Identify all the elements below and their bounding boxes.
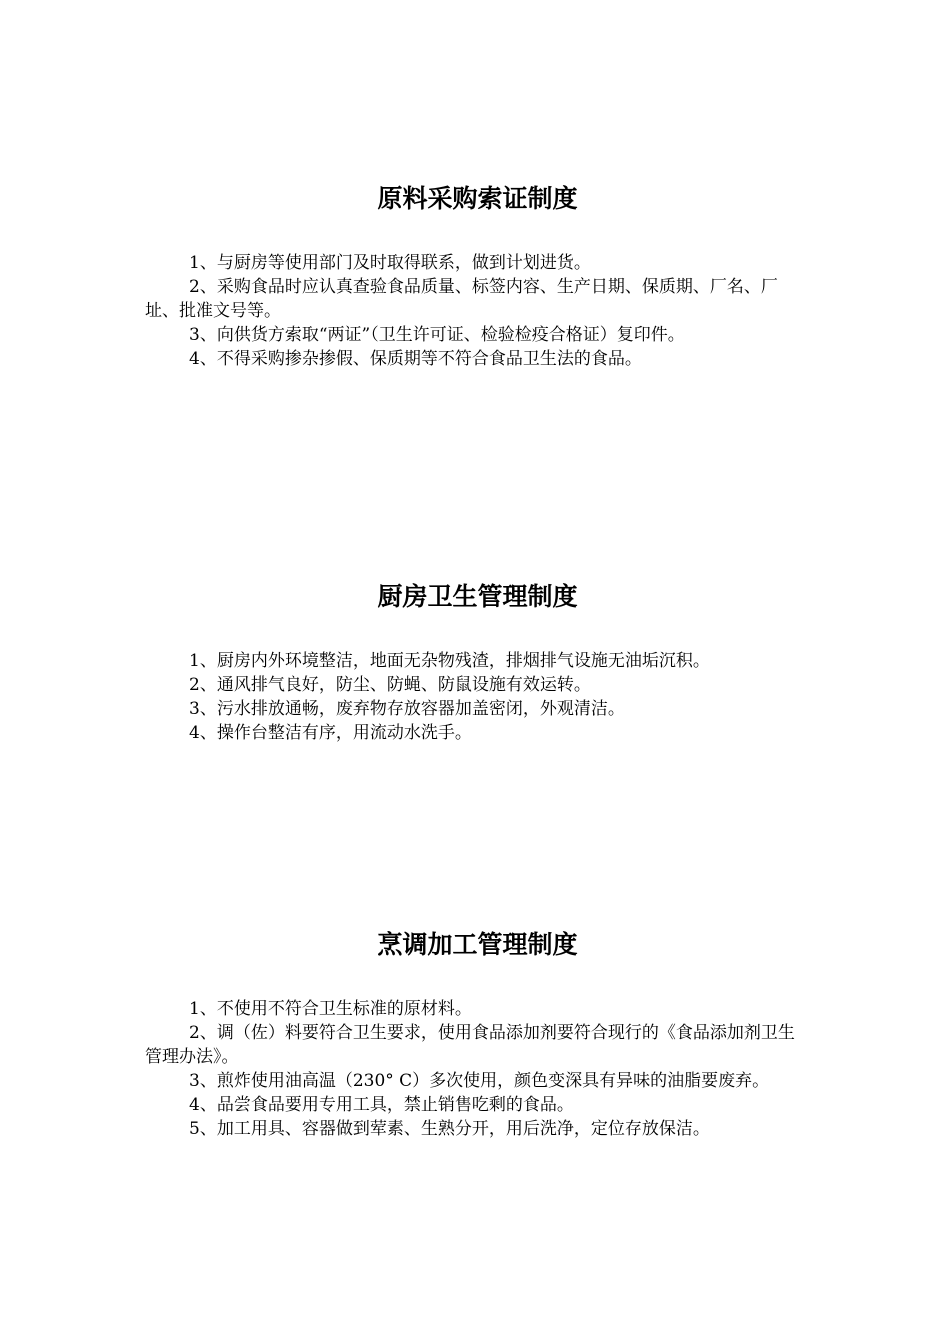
rule-item: 4、品尝食品要用专用工具，禁止销售吃剩的食品。 [189, 1095, 574, 1115]
section-title: 烹调加工管理制度 [377, 930, 578, 959]
rule-item: 2、通风排气良好，防尘、防蝇、防鼠设施有效运转。 [189, 675, 591, 695]
rule-item: 4、不得采购掺杂掺假、保质期等不符合食品卫生法的食品。 [189, 349, 642, 369]
section-kitchen-hygiene [145, 578, 810, 745]
rule-item: 3、向供货方索取“两证”（卫生许可证、检验检疫合格证）复印件。 [189, 325, 685, 345]
rule-list [145, 251, 810, 371]
rule-item: 3、污水排放通畅，废弃物存放容器加盖密闭，外观清洁。 [189, 699, 625, 719]
rule-item: 2、调（佐）料要符合卫生要求，使用食品添加剂要符合现行的《食品添加剂卫生管理办法》。 [145, 1023, 795, 1067]
rule-list [145, 997, 810, 1141]
rule-item: 4、操作台整洁有序，用流动水洗手。 [189, 723, 472, 743]
rule-item: 1、厨房内外环境整洁，地面无杂物残渣，排烟排气设施无油垢沉积。 [189, 651, 710, 671]
rule-item: 3、煎炸使用油高温（230° C）多次使用，颜色变深具有异味的油脂要废弃。 [189, 1071, 770, 1091]
section-cooking-processing [145, 926, 810, 1141]
section-raw-material-procurement [145, 180, 810, 371]
rule-item: 1、与厨房等使用部门及时取得联系，做到计划进货。 [189, 253, 591, 273]
rule-item: 5、加工用具、容器做到荤素、生熟分开，用后洗净，定位存放保洁。 [189, 1119, 710, 1139]
section-title: 厨房卫生管理制度 [377, 582, 578, 611]
section-title: 原料采购索证制度 [377, 184, 578, 213]
rule-item: 2、采购食品时应认真查验食品质量、标签内容、生产日期、保质期、厂名、厂址、批准文号等。 [145, 277, 778, 321]
rule-item: 1、不使用不符合卫生标准的原材料。 [189, 999, 472, 1019]
rule-list [145, 649, 810, 745]
